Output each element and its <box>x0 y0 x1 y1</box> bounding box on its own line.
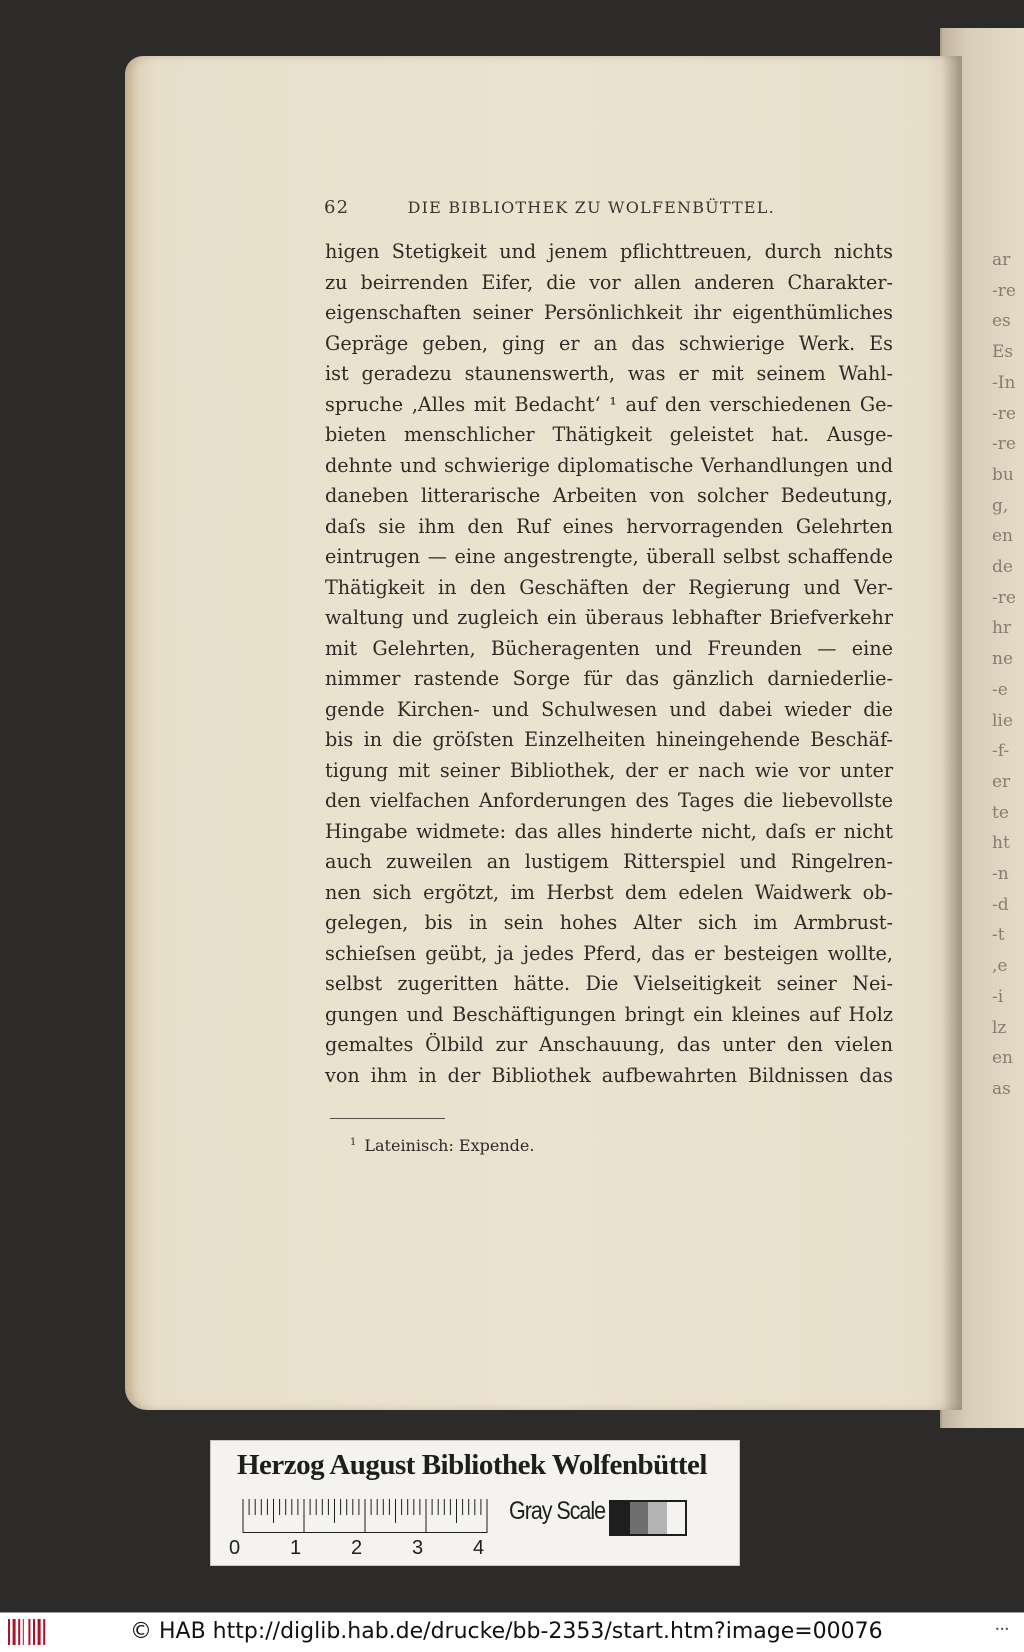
gutter-shadow <box>942 56 962 1410</box>
ruler-label: 3 <box>412 1537 424 1559</box>
facing-page-fragment: ,e <box>992 956 1008 977</box>
text-line: nen sich ergötzt, im Herbst dem edelen Waidwerk ob- <box>325 880 893 904</box>
footer-bar <box>0 1612 1024 1652</box>
footer-trailing-mark: ••• <box>995 1625 1010 1634</box>
facing-page-fragment: ar <box>992 250 1011 270</box>
text-line: Hingabe widmete: das alles hinderte nicht, daſs er nicht <box>325 819 893 843</box>
text-line: schieſsen geübt, ja jedes Pferd, das er besteigen wollte, <box>325 941 893 965</box>
ruler-label: 1 <box>290 1537 302 1559</box>
facing-page-fragment: -f- <box>992 741 1010 762</box>
facing-page-fragment: ne <box>992 649 1014 670</box>
ruler-label: 4 <box>473 1537 485 1559</box>
gray-swatch <box>611 1502 630 1534</box>
facing-page-fragment: -d <box>992 894 1009 915</box>
text-line: spruche ‚Alles mit Bedacht‘ ¹ auf den verschiedenen Ge- <box>325 392 893 416</box>
facing-page-fragment: hr <box>992 618 1012 639</box>
facing-page-fragment: bu <box>992 464 1014 485</box>
footer-link[interactable]: © HAB http://diglib.hab.de/drucke/bb-2353/start.htm?image=00076 <box>130 1619 883 1644</box>
facing-page-fragment: -e <box>992 679 1008 700</box>
gray-swatch <box>630 1502 649 1534</box>
facing-page-fragment: -i <box>992 986 1004 1007</box>
facing-page-fragment: -t <box>992 925 1005 946</box>
facing-page-fragment: de <box>992 557 1013 578</box>
facing-page-fragment: g, <box>992 495 1009 516</box>
running-head-title: DIE BIBLIOTHEK ZU WOLFENBÜTTEL. <box>407 198 775 217</box>
text-line: Thätigkeit in den Geschäften der Regierung und Ver- <box>325 575 893 599</box>
facing-page-fragment: -re <box>992 434 1016 455</box>
text-line: gende Kirchen- und Schulwesen und dabei wieder die <box>325 697 893 721</box>
card-title: Herzog August Bibliothek Wolfenbüttel <box>237 1449 707 1481</box>
barcode-bar <box>28 1619 30 1645</box>
facing-page-fragment: lz <box>992 1017 1007 1038</box>
footnote-text: Lateinisch: Expende. <box>364 1136 535 1155</box>
facing-page-fragment: es <box>992 311 1011 332</box>
text-line: gemaltes Ölbild zur Anschauung, das unter den vielen <box>325 1033 893 1056</box>
text-line: higen Stetigkeit und jenem pflichttreuen, durch nichts <box>325 240 893 263</box>
text-line: ist geradezu staunenswerth, was er mit seinem Wahl- <box>325 362 893 385</box>
ruler-icon <box>239 1499 491 1533</box>
text-line: daſs sie ihm den Ruf eines hervorragenden Gelehrten <box>325 514 893 538</box>
facing-page-fragment: -In <box>992 372 1016 393</box>
facing-page-fragments <box>992 245 1024 1105</box>
color-calibration-card <box>210 1440 740 1566</box>
body-text <box>325 237 893 1091</box>
barcode-bar <box>43 1619 45 1645</box>
text-line: dehnte und schwierige diplomatische Verhandlungen und <box>325 453 893 477</box>
facing-page-fragment: lie <box>992 710 1013 731</box>
text-line: waltung und zugleich ein überaus lebhafter Briefverkehr <box>325 606 893 629</box>
facing-page-fragment: en <box>992 526 1014 547</box>
text-line: nimmer rastende Sorge für das gänzlich darniederlie- <box>325 667 893 690</box>
facing-page-fragment: en <box>992 1048 1014 1069</box>
footnote <box>350 1136 534 1155</box>
barcode-bar <box>18 1619 20 1645</box>
barcode-bar <box>8 1619 10 1645</box>
text-line: den vielfachen Anforderungen des Tages die liebevollste <box>325 789 893 812</box>
barcode-bar <box>13 1619 16 1645</box>
page-number: 62 <box>324 197 350 218</box>
ruler-label: 2 <box>351 1537 363 1559</box>
facing-page-fragment: -re <box>992 280 1016 301</box>
facing-page-fragment: ht <box>992 833 1010 854</box>
barcode-bar <box>33 1619 35 1645</box>
text-line: eintrugen — eine angestrengte, überall selbst schaffende <box>325 545 893 568</box>
text-line: zu beirrenden Eifer, die vor allen anderen Charakter- <box>325 270 893 294</box>
text-line: von ihm in der Bibliothek aufbewahrten Bildnissen das <box>325 1063 893 1087</box>
facing-page-fragment: -re <box>992 587 1016 608</box>
text-line: gelegen, bis in sein hohes Alter sich im Armbrust- <box>325 911 893 934</box>
hab-barcode-logo-icon[interactable] <box>6 1617 50 1647</box>
text-line: gungen und Beschäftigungen bringt ein kleines auf Holz <box>325 1002 893 1026</box>
facing-page-fragment: te <box>992 802 1009 823</box>
facing-page-fragment: as <box>992 1078 1011 1099</box>
running-head <box>324 197 804 218</box>
text-line: daneben litterarische Arbeiten von solcher Bedeutung, <box>325 484 893 507</box>
barcode-bar <box>38 1619 41 1645</box>
footnote-marker: 1 <box>350 1136 357 1148</box>
facing-page-fragment: -re <box>992 403 1016 424</box>
facing-page-fragment: er <box>992 771 1011 792</box>
text-line: bieten menschlicher Thätigkeit geleistet hat. Ausge- <box>325 423 893 446</box>
gray-swatch <box>667 1502 686 1534</box>
facing-page-fragment: Es <box>992 342 1014 363</box>
text-line: eigenschaften seiner Persönlichkeit ihr eigenthümliches <box>325 301 893 324</box>
text-line: selbst zugeritten hätte. Die Vielseitigkeit seiner Nei- <box>325 972 893 995</box>
text-line: mit Gelehrten, Bücheragenten und Freunden — eine <box>325 636 893 660</box>
text-line: bis in die gröſsten Einzelheiten hineingehende Beschäf- <box>325 728 893 751</box>
ruler-label: 0 <box>229 1537 241 1559</box>
facing-page-fragment: -n <box>992 864 1009 885</box>
text-line: auch zuweilen an lustigem Ritterspiel und Ringelren- <box>325 850 893 873</box>
text-line: Gepräge geben, ging er an das schwierige Werk. Es <box>325 331 893 355</box>
text-line: tigung mit seiner Bibliothek, der er nach wie vor unter <box>325 758 893 782</box>
grayscale-label: Gray Scale <box>509 1497 606 1525</box>
gray-swatch <box>648 1502 667 1534</box>
barcode-bar <box>23 1619 24 1645</box>
grayscale-swatches <box>609 1500 687 1536</box>
footnote-rule <box>330 1118 445 1119</box>
